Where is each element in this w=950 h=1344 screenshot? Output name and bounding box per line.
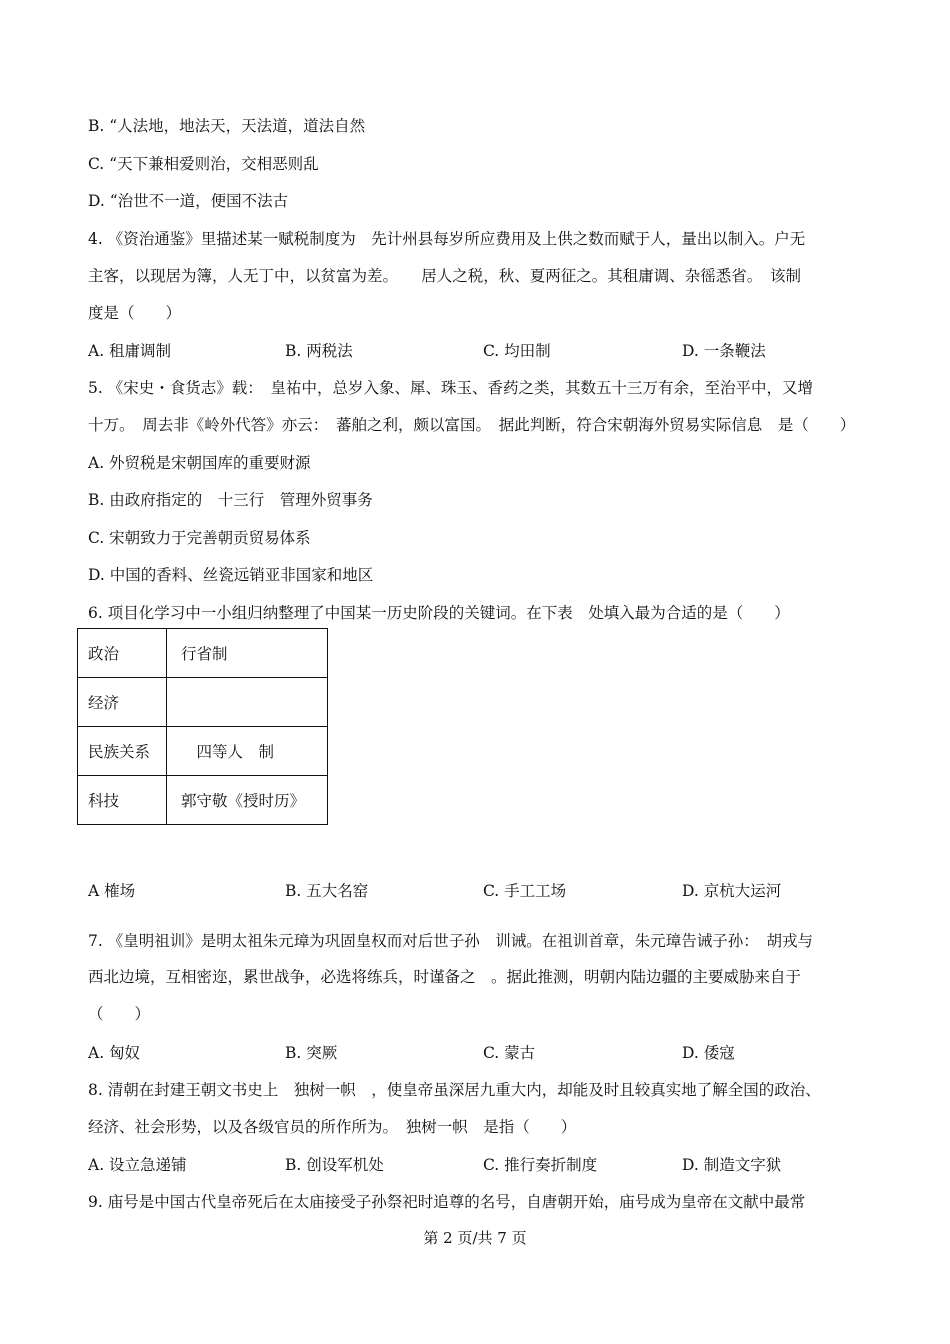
q8-stem-line-1: 8. 清朝在封建王朝文书史上 独树一帜 ，使皇帝虽深居九重大内，却能及时且较真实地了解全国的政治、 bbox=[88, 1081, 821, 1099]
table-cell-value-blank bbox=[167, 678, 328, 727]
q6-option-c: C. 手工工场 bbox=[483, 882, 567, 900]
table-cell-value: 四等人 制 bbox=[167, 727, 328, 776]
q3-option-c: C. “天下兼相爱则治，交相恶则乱 bbox=[88, 155, 319, 173]
q4-stem-line-3: 度是（ ） bbox=[88, 304, 182, 322]
table-cell-key: 科技 bbox=[78, 776, 167, 825]
q4-option-b: B. 两税法 bbox=[285, 342, 353, 360]
q4-option-d: D. 一条鞭法 bbox=[682, 342, 766, 360]
keyword-table bbox=[77, 628, 328, 825]
q5-stem-line-1: 5. 《宋史・食货志》载： 皇祐中，总岁入象、犀、珠玉、香药之类，其数五十三万有余，至治平中，又增 bbox=[88, 379, 813, 397]
q6-option-b: B. 五大名窑 bbox=[285, 882, 369, 900]
q7-option-c: C. 蒙古 bbox=[483, 1044, 536, 1062]
q6-options bbox=[88, 881, 888, 901]
q8-stem-line-2: 经济、社会形势，以及各级官员的所作所为。 独树一帜 是指（ ） bbox=[88, 1118, 577, 1136]
q7-option-d: D. 倭寇 bbox=[682, 1044, 735, 1062]
table-cell-key: 民族关系 bbox=[78, 727, 167, 776]
q7-stem-line-1: 7. 《皇明祖训》是明太祖朱元璋为巩固皇权而对后世子孙 训诫。在祖训首章，朱元璋告诫子孙： 胡戎与 bbox=[88, 932, 813, 950]
q9-stem-line-1: 9. 庙号是中国古代皇帝死后在太庙接受子孙祭祀时追尊的名号，自唐朝开始，庙号成为皇帝在文献中最常 bbox=[88, 1193, 806, 1211]
q7-options bbox=[88, 1043, 888, 1063]
q8-option-c: C. 推行奏折制度 bbox=[483, 1156, 598, 1174]
page-number-footer: 第 2 页/共 7 页 bbox=[423, 1229, 527, 1247]
table-cell-value: 郭守敬《授时历》 bbox=[167, 776, 328, 825]
q4-stem-line-1: 4. 《资治通鉴》里描述某一赋税制度为 先计州县每岁所应费用及上供之数而赋于人，量出以制入。户无 bbox=[88, 230, 806, 248]
q8-option-d: D. 制造文字狱 bbox=[682, 1156, 782, 1174]
table-cell-key: 政治 bbox=[78, 629, 167, 678]
q4-options bbox=[88, 341, 888, 361]
table-row bbox=[78, 678, 328, 727]
q4-option-c: C. 均田制 bbox=[483, 342, 551, 360]
q7-stem-line-2: 西北边境，互相密迩，累世战争，必选将练兵，时谨备之 。据此推测，明朝内陆边疆的主要威胁来自于 bbox=[88, 968, 802, 986]
q5-option-a: A. 外贸税是宋朝国库的重要财源 bbox=[88, 454, 311, 472]
q8-options bbox=[88, 1155, 888, 1175]
q4-option-a: A. 租庸调制 bbox=[88, 342, 172, 360]
q7-option-b: B. 突厥 bbox=[285, 1044, 338, 1062]
q8-option-b: B. 创设军机处 bbox=[285, 1156, 384, 1174]
table-row bbox=[78, 727, 328, 776]
table-cell-value: 行省制 bbox=[167, 629, 328, 678]
q6-stem-line-1: 6. 项目化学习中一小组归纳整理了中国某一历史阶段的关键词。在下表 处填入最为合适的是（ ） bbox=[88, 604, 790, 622]
q7-stem-line-3: （ ） bbox=[88, 1005, 151, 1023]
q5-option-d: D. 中国的香料、丝瓷远销亚非国家和地区 bbox=[88, 566, 374, 584]
table-cell-key: 经济 bbox=[78, 678, 167, 727]
q5-stem-line-2: 十万。 周去非《岭外代答》亦云： 蕃舶之利，颇以富国。 据此判断，符合宋朝海外贸易实际信息 是（ ） bbox=[88, 416, 856, 434]
q6-option-a: A 榷场 bbox=[88, 882, 136, 900]
table-row bbox=[78, 776, 328, 825]
q6-option-d: D. 京杭大运河 bbox=[682, 882, 782, 900]
q5-option-c: C. 宋朝致力于完善朝贡贸易体系 bbox=[88, 529, 311, 547]
q5-option-b: B. 由政府指定的 十三行 管理外贸事务 bbox=[88, 491, 373, 509]
q3-option-d: D. “治世不一道，便国不法古 bbox=[88, 192, 289, 210]
q8-option-a: A. 设立急递铺 bbox=[88, 1156, 187, 1174]
q7-option-a: A. 匈奴 bbox=[88, 1044, 141, 1062]
q3-option-b: B. “人法地，地法天，天法道，道法自然 bbox=[88, 117, 366, 135]
q4-stem-line-2: 主客，以现居为簿，人无丁中，以贫富为差。 居人之税，秋、夏两征之。其租庸调、杂徭悉省。 该制 bbox=[88, 267, 802, 285]
table-row bbox=[78, 629, 328, 678]
